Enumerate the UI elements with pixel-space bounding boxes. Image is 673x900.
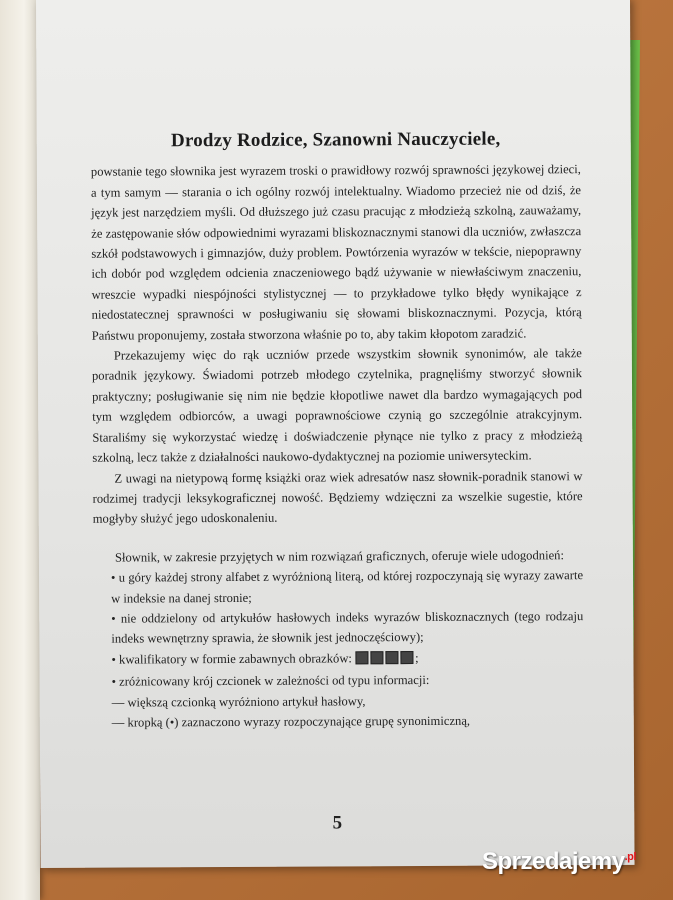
list-item-3: • kwalifikatory w formie zabawnych obrazków: ; [93,647,583,672]
book-page [36,0,635,868]
watermark-text: Sprzedajemy [482,848,625,875]
qualifier-icon [385,651,398,664]
list-item-5: — większą czcionką wyróżniono artykuł hasłowy, [111,693,366,710]
page-heading: Drodzy Rodzice, Szanowni Nauczyciele, [170,128,501,152]
qualifier-icon [400,651,413,664]
watermark-logo [482,848,636,876]
paragraph-2: Przekazujemy więc do rąk uczniów przede wszystkim słownik synonimów, ale także poradnik językowy. Świadomi potrzeb młodego czytelnika, pragnęliśmy stworzyć słownik praktyczny; posługiwanie się nim nie będzie kłopotliwe nawet dla bardzo wymagających pod tym względem odbiorców, a uwagi poprawnościowe czynią go szczególnie atrakcyjnym. Staraliśmy się wykorzystać wiedzę i doświadczenie płynące nie tylko z pracy z młodzieżą szkolną, lecz także z działalności naukowo-dydaktycznej na poziomie uniwersyteckim. [91,346,583,465]
qualifier-icon [355,651,368,664]
paragraph-4: Słownik, w zakresie przyjętych w nim rozwiązań graficznych, oferuje wiele udogodnień: [114,547,564,565]
list-item-1: • u góry każdej strony alfabet z wyróżnioną literą, od której rozpoczynają się wyrazy zawarte w indeksie na danej stronie; [110,568,584,606]
paragraph-1: powstanie tego słownika jest wyrazem troski o prawidłowy rozwój sprawności językowej dzieci, a tym samym — starania o ich ogólny rozwój intelektualny. Wiadomo przecież nie od dziś, że język jest narzędziem myśli. Od dłuższego już czasu pracując z młodzieżą szkolną, zauważamy, że zastępowanie słów odpowiednimi wyrazami bliskoznacznymi stanowi dla uczniów, zwłaszcza szkół podstawowych i gimnazjów, duży problem. Powtórzenia wyrazów w tekście, niepoprawny ich dobór pod względem odcienia znaczeniowego bądź używanie w niewłaściwym znaczeniu, wreszcie wypadki niespójności stylistycznej — to przykładowe tylko błędy wynikające z niedostatecznej sprawności w posługiwaniu się słowami bliskoznacznymi. Pozycja, którą Państwu proponujemy, została stworzona właśnie po to, aby takim kłopotom zaradzić. [90,162,582,343]
list-item-4: • zróżnicowany krój czcionek w zależności od typu informacji: [111,673,430,689]
page-number: 5 [332,812,343,834]
watermark-suffix: .pl [624,851,636,863]
qualifier-icon [370,651,383,664]
list-item-6: — kropką (•) zaznaczono wyrazy rozpoczynające grupę synonimiczną, [111,713,471,730]
qualifier-icons [355,650,415,671]
list-item-3-text: • kwalifikatory w formie zabawnych obrazków: [111,651,352,667]
left-page-edge [0,0,40,900]
paragraph-3: Z uwagi na nietypową formę książki oraz wiek adresatów nasz słownik-poradnik stanowi w rodzimej tradycji leksykograficznej nowość. Będziemy wdzięczni za wszelkie sugestie, które mogłyby służyć jego udoskonaleniu. [92,468,583,527]
page-content [91,129,584,733]
list-item-2: • nie oddzielony od artykułów hasłowych indeks wyrazów bliskoznacznych (tego rodzaju indeks wewnętrzny sprawia, że słownik jest jednoczęściowy); [111,609,584,646]
